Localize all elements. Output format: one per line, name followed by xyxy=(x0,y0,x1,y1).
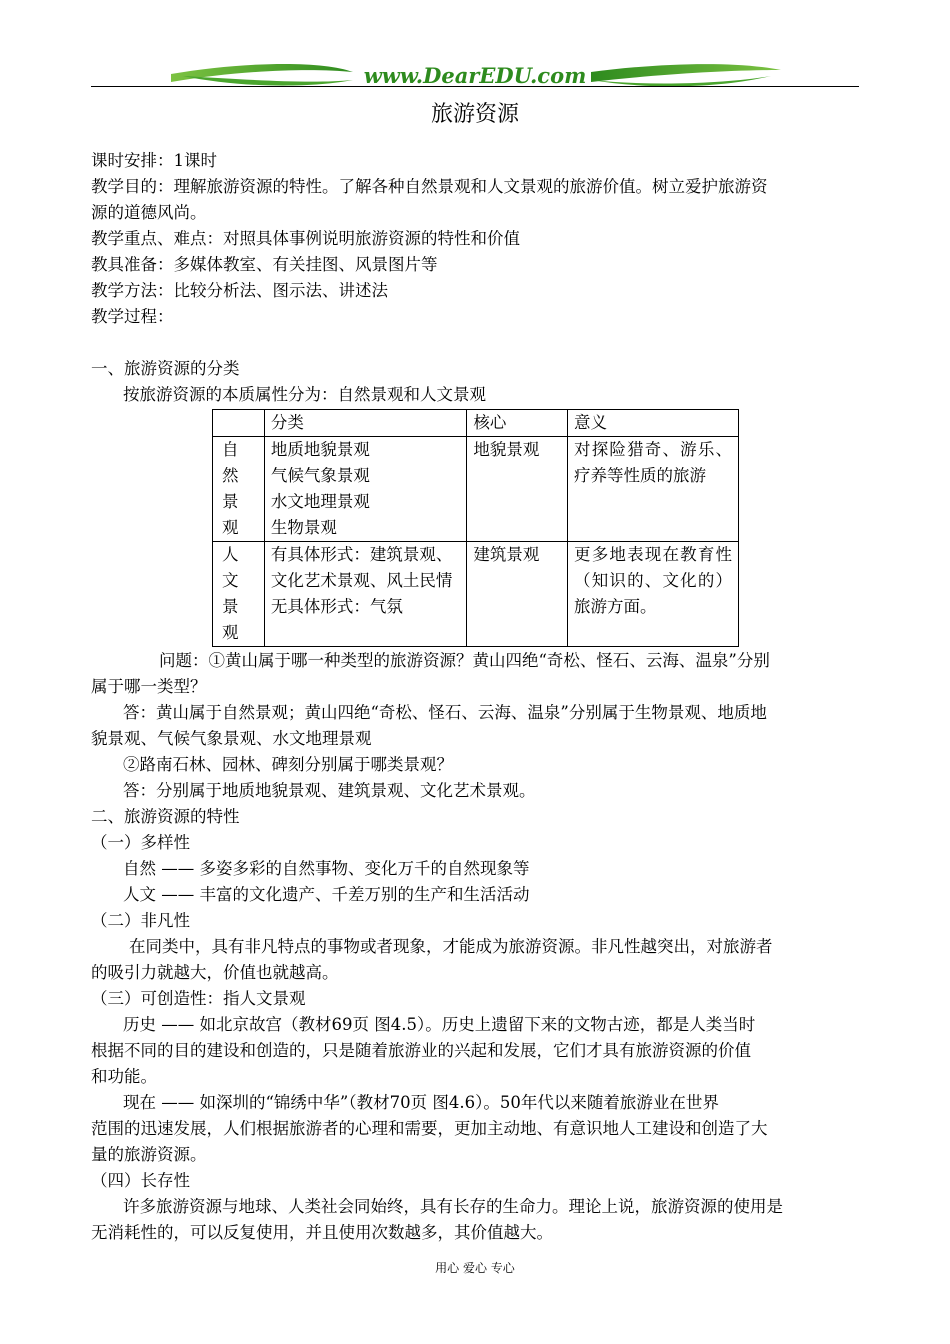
tools-line: 教具准备：多媒体教室、有关挂图、风景图片等 xyxy=(91,255,438,274)
answer1-line-2: 貌景观、气候气象景观、水文地理景观 xyxy=(91,729,372,748)
subsection3-heading: （三）可创造性：指人文景观 xyxy=(91,989,306,1008)
type-char: 观 xyxy=(222,518,239,537)
category-item: 地质地貌景观 xyxy=(270,440,370,459)
history-line-2: 根据不同的目的建设和创造的，只是随着旅游业的兴起和发展，它们才具有旅游资源的价值 xyxy=(91,1041,751,1060)
answer2-line: 答：分别属于地质地貌景观、建筑景观、文化艺术景观。 xyxy=(123,781,536,800)
uniqueness-line-1: 在同类中，具有非凡特点的事物或者现象，才能成为旅游资源。非凡性越突出，对旅游者 xyxy=(129,937,773,956)
type-char: 然 xyxy=(222,466,239,485)
longevity-line-2: 无消耗性的，可以反复使用，并且使用次数越多，其价值越大。 xyxy=(91,1223,553,1242)
methods-line: 教学方法：比较分析法、图示法、讲述法 xyxy=(91,281,388,300)
subsection2-heading: （二）非凡性 xyxy=(91,911,190,930)
table-row xyxy=(213,542,739,647)
question1-line-2: 属于哪一类型？ xyxy=(91,677,207,696)
diversity-culture-line: 人文 —— 丰富的文化遗产、千差万别的生产和生活活动 xyxy=(123,885,530,904)
classification-table xyxy=(212,409,739,647)
subsection1-heading: （一）多样性 xyxy=(91,833,190,852)
table-header-cell xyxy=(213,410,265,437)
page-footer: 用心 爱心 专心 xyxy=(435,1261,515,1275)
schedule-line: 课时安排：1课时 xyxy=(91,151,217,170)
meaning-cell: 更多地表现在教育性（知识的、文化的）旅游方面。 xyxy=(568,542,739,647)
type-cell xyxy=(213,542,265,647)
page-title: 旅游资源 xyxy=(430,102,519,127)
table-row xyxy=(213,437,739,542)
subsection4-heading: （四）长存性 xyxy=(91,1171,190,1190)
type-char: 自 xyxy=(222,440,239,459)
goal-line-2: 源的道德风尚。 xyxy=(91,203,207,222)
table-header-cell: 分类 xyxy=(264,410,466,437)
section1-heading: 一、旅游资源的分类 xyxy=(91,359,240,378)
category-item: 气候气象景观 xyxy=(270,466,370,485)
answer1-line-1: 答：黄山属于自然景观；黄山四绝“奇松、怪石、云海、温泉”分别属于生物景观、地质地 xyxy=(123,703,767,722)
type-char: 文 xyxy=(222,571,239,590)
process-line: 教学过程： xyxy=(91,307,174,326)
category-cell xyxy=(264,542,466,647)
category-item: 无具体形式：气氛 xyxy=(270,597,403,616)
type-char: 人 xyxy=(222,545,239,564)
table-header-row xyxy=(213,410,739,437)
key-points-line: 教学重点、难点：对照具体事例说明旅游资源的特性和价值 xyxy=(91,229,520,248)
category-cell xyxy=(264,437,466,542)
type-char: 景 xyxy=(222,492,239,511)
logo-text: www.DearEDU.com xyxy=(363,63,587,88)
header-rule xyxy=(91,86,859,87)
table-header-cell: 核心 xyxy=(467,410,568,437)
meaning-cell: 对探险猎奇、游乐、疗养等性质的旅游 xyxy=(568,437,739,542)
type-char: 景 xyxy=(222,597,239,616)
table-header-cell: 意义 xyxy=(568,410,739,437)
goal-line-1: 教学目的：理解旅游资源的特性。了解各种自然景观和人文景观的旅游价值。树立爱护旅游资 xyxy=(91,177,768,196)
present-line-1: 现在 —— 如深圳的“锦绣中华”（教材70页 图4.6）。50年代以来随着旅游业在世界 xyxy=(123,1093,719,1112)
core-cell: 建筑景观 xyxy=(467,542,568,647)
present-line-3: 量的旅游资源。 xyxy=(91,1145,207,1164)
present-line-2: 范围的迅速发展，人们根据旅游者的心理和需要，更加主动地、有意识地人工建设和创造了大 xyxy=(91,1119,768,1138)
document-body xyxy=(91,148,861,1246)
category-item: 生物景观 xyxy=(270,518,337,537)
history-line-1: 历史 —— 如北京故宫（教材69页 图4.5）。历史上遗留下来的文物古迹，都是人类当时 xyxy=(123,1015,756,1034)
diversity-nature-line: 自然 —— 多姿多彩的自然事物、变化万千的自然现象等 xyxy=(123,859,530,878)
history-line-3: 和功能。 xyxy=(91,1067,157,1086)
question2-line: ②路南石林、园林、碑刻分别属于哪类景观？ xyxy=(123,755,453,774)
type-cell xyxy=(213,437,265,542)
type-char: 观 xyxy=(222,623,239,642)
category-item: 有具体形式：建筑景观、文化艺术景观、风土民情 xyxy=(270,545,453,590)
question1-line-1: 问题：①黄山属于哪一种类型的旅游资源？黄山四绝“奇松、怪石、云海、温泉”分别 xyxy=(159,651,770,670)
category-item: 水文地理景观 xyxy=(270,492,370,511)
core-cell: 地貌景观 xyxy=(467,437,568,542)
uniqueness-line-2: 的吸引力就越大，价值也就越高。 xyxy=(91,963,339,982)
section1-lead: 按旅游资源的本质属性分为：自然景观和人文景观 xyxy=(123,385,486,404)
section2-heading: 二、旅游资源的特性 xyxy=(91,807,240,826)
longevity-line-1: 许多旅游资源与地球、人类社会同始终，具有长存的生命力。理论上说，旅游资源的使用是 xyxy=(123,1197,783,1216)
spacer xyxy=(91,330,861,356)
